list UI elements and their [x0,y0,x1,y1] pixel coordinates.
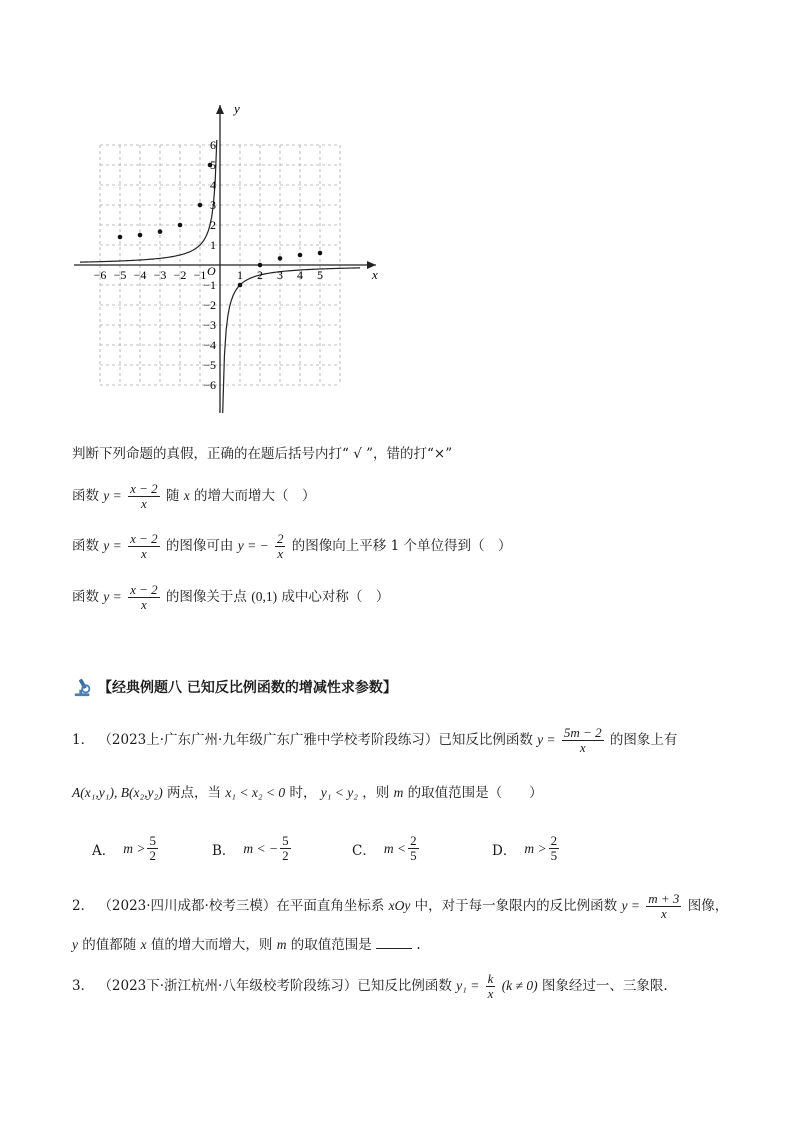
s3-frac-den: x [140,597,147,612]
data-point [158,229,163,234]
s1-frac-num: x − 2 [130,481,158,496]
q1-line2-a: 两点，当 [167,785,222,801]
s2-y-eq: y = [103,538,122,553]
microscope-icon [72,676,94,698]
q1-line2-b: 时， [289,785,317,801]
q1-points: A(x₁,y₁), B(x₂,y₂) [72,785,163,800]
s3-point: (0,1) [251,589,278,604]
s3-pre: 函数 [72,589,99,605]
y-tick-label: −3 [203,318,216,332]
s2-frac-b-num: 2 [276,531,284,546]
y-axis-label: y [234,101,240,116]
option-b-fraction [280,834,291,863]
option-a-lhs: m > [123,840,146,856]
x-tick-label: 3 [277,268,283,282]
q1-line2-d: 的取值范围是（ ） [407,785,543,801]
s1-var-x: x [183,488,190,503]
y-tick-label: −1 [203,278,216,292]
y-tick-label: 1 [210,238,216,252]
x-tick-label: −5 [113,268,127,282]
question-2-line-1 [72,892,728,921]
y-tick-label: 5 [210,158,216,172]
data-point [258,263,263,268]
question-1-line-1 [72,726,677,755]
y-tick-label: −2 [203,298,216,312]
x-tick-label: −3 [153,268,167,282]
s1-fraction [128,482,160,511]
data-point [298,253,303,258]
q3-y1-eq: y₁ = [456,978,480,993]
q1-condition-2: y₁ < y₂ [320,785,358,800]
q3-frac-den: x [487,986,494,1001]
s2-y-eq-neg: y = − [237,538,269,553]
q1-number: 1． [72,732,95,748]
y-axis-arrow [216,105,224,114]
option-c-den: 5 [410,848,417,863]
question-3-line-1 [72,972,668,1001]
q2-end: . [416,937,421,953]
q1-after: 的图象上有 [609,732,678,748]
option-a-fraction [147,834,158,863]
s1-frac-den: x [140,496,147,511]
q2-line2-b: 值的增大而增大，则 [150,937,273,953]
q2-text: （2023·四川成都·校考三模）在平面直角坐标系 [98,898,385,914]
q3-after: 图象经过一、三象限. [541,978,668,994]
x-tick-label: −4 [133,268,147,282]
q1-frac-num: 5m − 2 [563,725,602,740]
q1-line2-c: ，则 [362,785,390,801]
question-2-line-2 [72,934,421,955]
option-c-num: 2 [410,833,417,848]
y-tick-label: −6 [203,378,216,392]
q2-answer-blank[interactable] [376,934,412,949]
q1-frac-den: x [579,740,586,755]
x-tick-label: 4 [297,268,303,282]
x-tick-label: −1 [193,268,207,282]
data-point [178,223,183,228]
q1-fraction [562,726,604,755]
option-d-label: D． [492,842,517,859]
q2-line2-c: 的取值范围是 [290,937,372,953]
option-b-num: 5 [282,833,289,848]
curve-left-branch [80,140,217,262]
q3-condition: (k ≠ 0) [501,978,538,993]
option-c[interactable] [352,834,421,863]
s3-frac-num: x − 2 [130,582,158,597]
y-tick-label: 6 [210,138,216,152]
statement-1 [72,482,316,511]
y-tick-label: −4 [203,338,216,352]
q2-var-m: m [276,937,287,952]
s1-post: 随 [165,488,180,504]
function-graph [70,100,390,420]
x-tick-label: 5 [317,268,323,282]
s2-post: 的图像向上平移 1 个单位得到（ ） [291,538,512,554]
q2-line2-a: 的值都随 [82,937,137,953]
option-c-label: C． [352,842,376,859]
data-point [278,256,283,261]
q2-fraction [646,892,681,921]
s2-frac-num: x − 2 [130,531,158,546]
option-a-num: 5 [149,833,156,848]
s1-post2: 的增大而增大（ ） [194,488,316,504]
q2-number: 2． [72,898,95,914]
q1-text: （2023上·广东广州·九年级广东广雅中学校考阶段练习）已知反比例函数 [98,732,533,748]
q3-number: 3． [72,978,95,994]
y-tick-label: −5 [203,358,216,372]
x-tick-label: 1 [237,268,243,282]
s2-frac-b-den: x [277,546,284,561]
q2-xoy: xOy [388,898,411,913]
q2-y-eq: y = [621,898,640,913]
data-point [138,233,143,238]
data-point [238,283,243,288]
option-b-label: B． [212,842,236,859]
x-axis-label: x [372,267,378,282]
option-d[interactable] [492,834,561,863]
y-tick-label: 4 [210,178,216,192]
curve-right-branch [223,268,360,413]
option-a[interactable] [92,834,160,863]
statement-2 [72,532,511,561]
q1-y-eq: y = [537,732,556,747]
data-point [198,203,203,208]
s2-fraction-b [275,532,286,561]
chart-axes [74,105,376,413]
option-c-lhs: m < [383,840,407,856]
data-point [118,235,123,240]
q2-text-2: 中，对于每一象限内的反比例函数 [414,898,618,914]
option-a-label: A． [92,842,116,859]
x-tick-label: 2 [257,268,263,282]
y-tick-label: 2 [210,218,216,232]
section-heading [72,676,397,698]
instruction-text: 判断下列命题的真假，正确的在题后括号内打“ √ ”，错的打“×” [72,446,453,462]
option-b-lhs: m < − [243,840,279,856]
s1-y-eq: y = [103,488,122,503]
origin-label: O [207,264,216,278]
s2-pre: 函数 [72,538,99,554]
option-d-fraction [549,834,560,863]
q3-text: （2023下·浙江杭州·八年级校考阶段练习）已知反比例函数 [98,978,452,994]
q3-fraction [486,972,496,1001]
q3-frac-num: k [487,971,494,986]
data-point [318,251,323,256]
option-c-fraction [408,834,419,863]
s2-frac-den: x [140,546,147,561]
s2-mid: 的图像可由 [165,538,234,554]
option-a-den: 2 [149,848,156,863]
s3-post: 成中心对称（ ） [281,589,390,605]
q2-frac-den: x [660,906,667,921]
option-b-den: 2 [282,848,289,863]
q2-var-x: x [140,937,147,952]
q1-var-m: m [393,785,404,800]
option-d-den: 5 [550,848,558,863]
x-tick-label: −6 [93,268,107,282]
option-b[interactable] [212,834,293,863]
option-d-num: 2 [550,833,558,848]
statement-3 [72,583,389,612]
q2-after: 图像， [687,898,729,914]
s3-y-eq: y = [103,589,122,604]
question-1-line-2 [72,783,543,803]
x-tick-label: −2 [173,268,187,282]
q1-condition: x₁ < x₂ < 0 [225,785,286,800]
s3-fraction [128,583,160,612]
s3-mid: 的图像关于点 [165,589,247,605]
heading-text: 【经典例题八 已知反比例函数的增减性求参数】 [98,680,397,696]
s1-pre: 函数 [72,488,99,504]
s2-fraction [128,532,160,561]
y-tick-label: 3 [210,198,216,212]
q2-frac-num: m + 3 [648,891,680,906]
q2-var-y: y [72,937,78,952]
option-d-lhs: m > [524,840,547,856]
